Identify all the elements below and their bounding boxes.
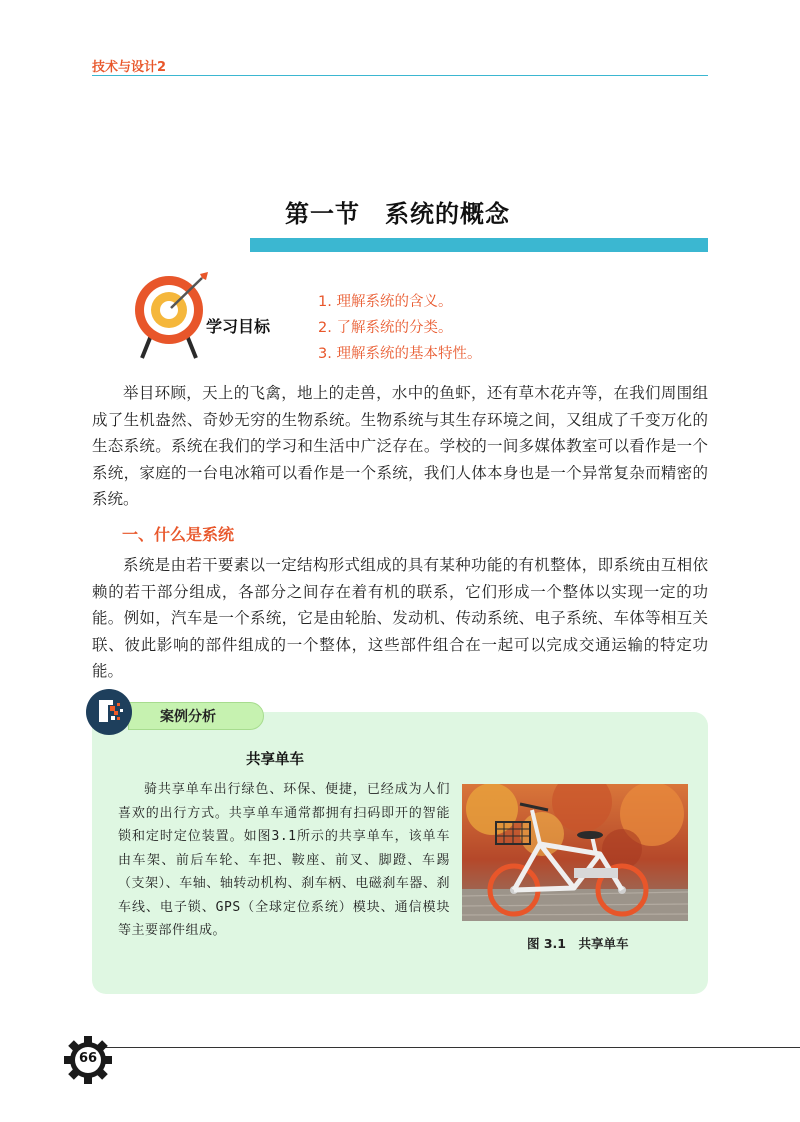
objective-item: 1. 理解系统的含义。 bbox=[318, 294, 453, 310]
footer-rule bbox=[96, 1047, 800, 1048]
case-body: 骑共享单车出行绿色、环保、便捷，已经成为人们喜欢的出行方式。共享单车通常都拥有扫码即开的智能锁和定时定位装置。如图3.1所示的共享单车，该单车由车架、前后车轮、车把、鞍座、前叉、脚蹬、车踢（支架）、车轴、轴转动机构、刹车柄、电磁刹车器、刹车线、电子锁、GPS（全球定位系统）模块、通信模块等主要部件组成。 bbox=[118, 782, 450, 938]
title-bar bbox=[250, 238, 708, 252]
section-title: 第一节 系统的概念 bbox=[285, 200, 510, 228]
subsection-paragraph: 系统是由若干要素以一定结构形式组成的具有某种功能的有机整体，即系统由互相依赖的若干部分组成，各部分之间存在着有机的联系，它们形成一个整体以实现一定的功能。例如，汽车是一个系统，它是由轮胎、发动机、传动系统、电子系统、车体等相互关联、彼此影响的部件组成的一个整体，这些部件组合在一起可以完成交通运输的特定功能。 bbox=[92, 556, 708, 680]
objective-item: 2. 了解系统的分类。 bbox=[318, 320, 453, 336]
shared-bike-photo bbox=[462, 784, 688, 921]
header-rule bbox=[92, 75, 708, 76]
objectives-label: 学习目标 bbox=[206, 317, 271, 336]
intro-paragraph: 举目环顾，天上的飞禽，地上的走兽，水中的鱼虾，还有草木花卉等，在我们周围组成了生机盎然、奇妙无穷的生物系统。生物系统与其生存环境之间，又组成了千变万化的生态系统。系统在我们的学习和生活中广泛存在。学校的一间多媒体教室可以看作是一个系统，家庭的一台电冰箱可以看作是一个系统，我们人体本身也是一个异常复杂而精密的系统。 bbox=[92, 384, 708, 508]
figure-caption: 图 3.1 共享单车 bbox=[527, 936, 629, 951]
page-number: 66 bbox=[78, 1051, 98, 1066]
case-tab-label: 案例分析 bbox=[160, 709, 216, 725]
objectives-list bbox=[318, 289, 481, 367]
objective-item: 3. 理解系统的基本特性。 bbox=[318, 346, 482, 362]
target-icon bbox=[126, 270, 212, 360]
subsection-heading: 一、什么是系统 bbox=[122, 525, 235, 544]
case-analysis-icon bbox=[86, 689, 132, 735]
case-title: 共享单车 bbox=[246, 752, 304, 768]
book-title: 技术与设计2 bbox=[92, 60, 167, 75]
